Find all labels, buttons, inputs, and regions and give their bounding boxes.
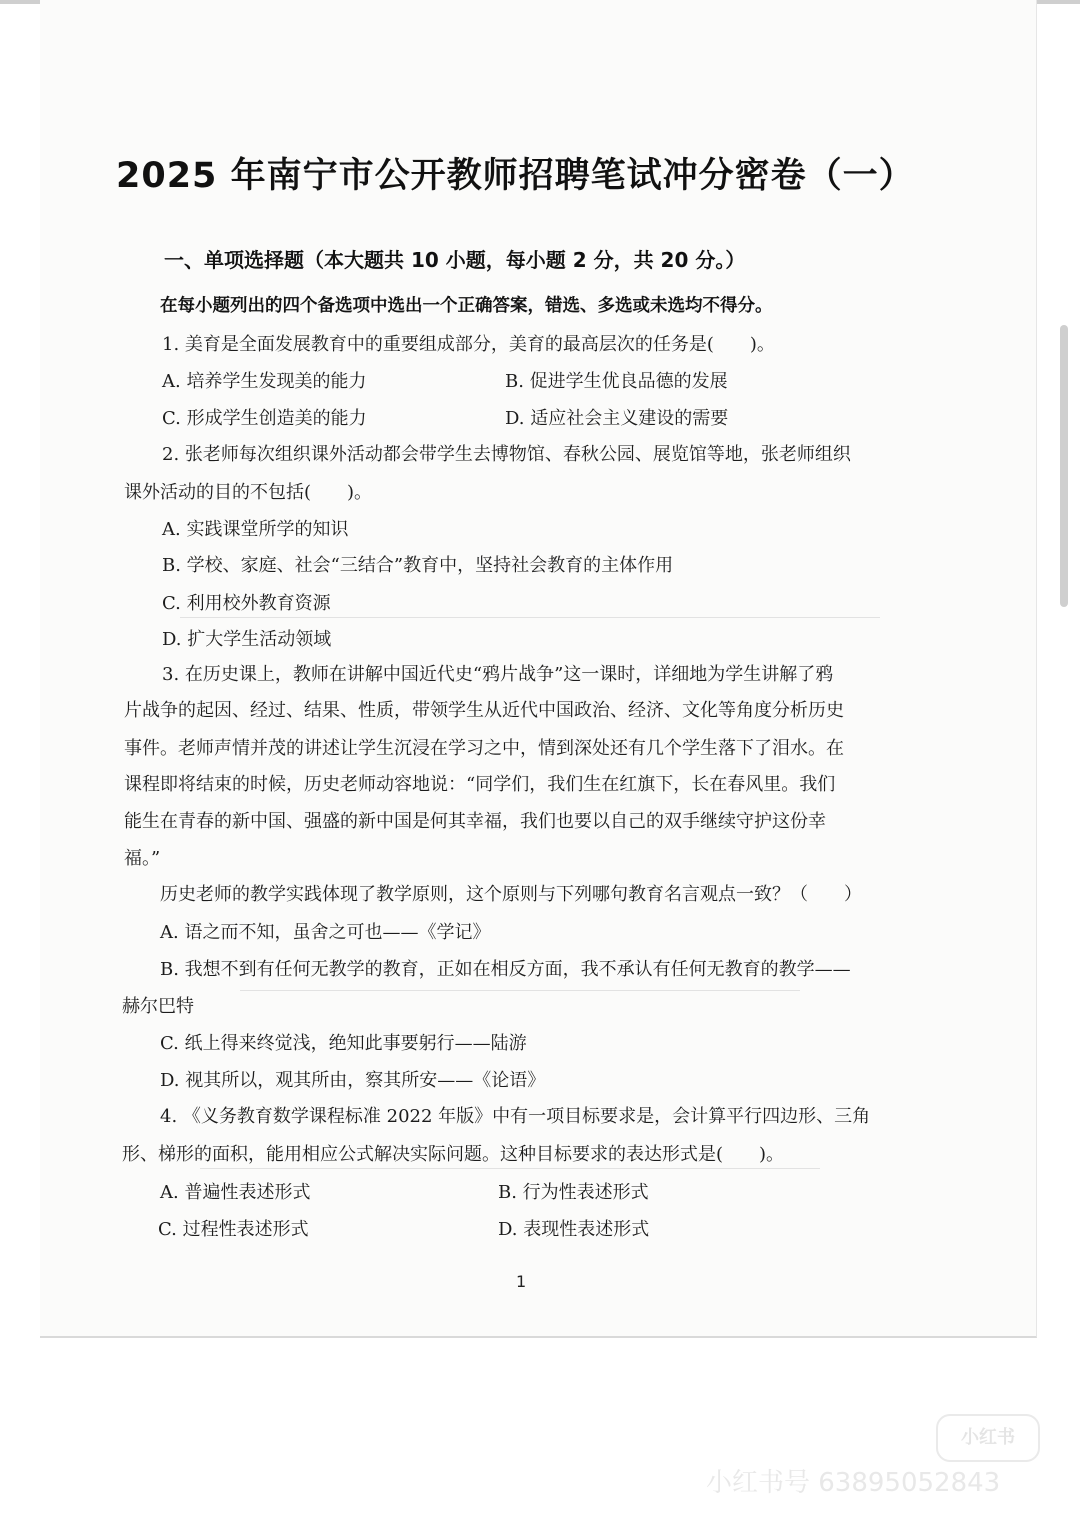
q2-stem-line-2: 课外活动的目的不包括( )。 xyxy=(124,482,373,503)
q1-option-b: B. 促进学生优良品德的发展 xyxy=(505,371,728,392)
q3-stem-line-5: 能生在青春的新中国、强盛的新中国是何其幸福，我们也要以自己的双手继续守护这份幸 xyxy=(124,811,826,832)
watermark-account: 小红书号 63895052843 xyxy=(706,1468,1001,1498)
q3-question: 历史老师的教学实践体现了教学原则，这个原则与下列哪句教育名言观点一致？（ ） xyxy=(160,884,862,905)
q3-stem-line-4: 课程即将结束的时候，历史老师动容地说：“同学们，我们生在红旗下，长在春风里。我们 xyxy=(124,774,836,795)
scrollbar[interactable] xyxy=(1060,325,1068,607)
scan-line xyxy=(180,617,880,618)
scan-line xyxy=(240,990,800,991)
q4-option-d: D. 表现性表述形式 xyxy=(498,1219,650,1240)
q3-stem-line-2: 片战争的起因、经过、结果、性质，带领学生从近代中国政治、经济、文化等角度分析历史 xyxy=(124,700,844,721)
q1-stem: 1. 美育是全面发展教育中的重要组成部分，美育的最高层次的任务是( )。 xyxy=(162,334,775,355)
q3-option-c: C. 纸上得来终觉浅，绝知此事要躬行——陆游 xyxy=(160,1033,527,1054)
q3-option-a: A. 语之而不知，虽舍之可也——《学记》 xyxy=(160,922,491,943)
q3-stem-line-6: 福。” xyxy=(124,848,161,869)
q3-option-b-line-2: 赫尔巴特 xyxy=(122,996,194,1017)
q3-stem-line-1: 3. 在历史课上，教师在讲解中国近代史“鸦片战争”这一课时，详细地为学生讲解了鸦 xyxy=(162,664,834,685)
q4-option-b: B. 行为性表述形式 xyxy=(498,1182,649,1203)
scan-line xyxy=(200,1168,820,1169)
instruction-text: 在每小题列出的四个备选项中选出一个正确答案，错选、多选或未选均不得分。 xyxy=(160,296,773,316)
q3-stem-line-3: 事件。老师声情并茂的讲述让学生沉浸在学习之中，情到深处还有几个学生落下了泪水。在 xyxy=(124,738,844,759)
q2-option-d: D. 扩大学生活动领域 xyxy=(162,629,332,650)
q3-option-d: D. 视其所以，观其所由，察其所安——《论语》 xyxy=(160,1070,546,1091)
q1-option-d: D. 适应社会主义建设的需要 xyxy=(505,408,729,429)
q2-option-a: A. 实践课堂所学的知识 xyxy=(162,519,349,540)
page-title: 2025 年南宁市公开教师招聘笔试冲分密卷（一） xyxy=(116,156,915,196)
page-number: 1 xyxy=(516,1272,527,1291)
q4-option-a: A. 普遍性表述形式 xyxy=(160,1182,311,1203)
q2-option-c: C. 利用校外教育资源 xyxy=(162,593,331,614)
q4-stem-line-2: 形、梯形的面积，能用相应公式解决实际问题。这种目标要求的表达形式是( )。 xyxy=(122,1144,785,1165)
q2-option-b: B. 学校、家庭、社会“三结合”教育中，坚持社会教育的主体作用 xyxy=(162,555,674,576)
section-title: 一、单项选择题（本大题共 10 小题，每小题 2 分，共 20 分。） xyxy=(164,248,746,272)
q1-option-c: C. 形成学生创造美的能力 xyxy=(162,408,367,429)
q2-stem-line-1: 2. 张老师每次组织课外活动都会带学生去博物馆、春秋公园、展览馆等地，张老师组织 xyxy=(162,444,851,465)
q4-stem-line-1: 4. 《义务教育数学课程标准 2022 年版》中有一项目标要求是，会计算平行四边形、三角 xyxy=(160,1106,871,1127)
q4-option-c: C. 过程性表述形式 xyxy=(158,1219,309,1240)
q3-option-b-line-1: B. 我想不到有任何无教学的教育，正如在相反方面，我不承认有任何无教育的教学—— xyxy=(160,959,851,980)
q1-option-a: A. 培养学生发现美的能力 xyxy=(162,371,367,392)
watermark-logo: 小红书 xyxy=(936,1414,1040,1462)
